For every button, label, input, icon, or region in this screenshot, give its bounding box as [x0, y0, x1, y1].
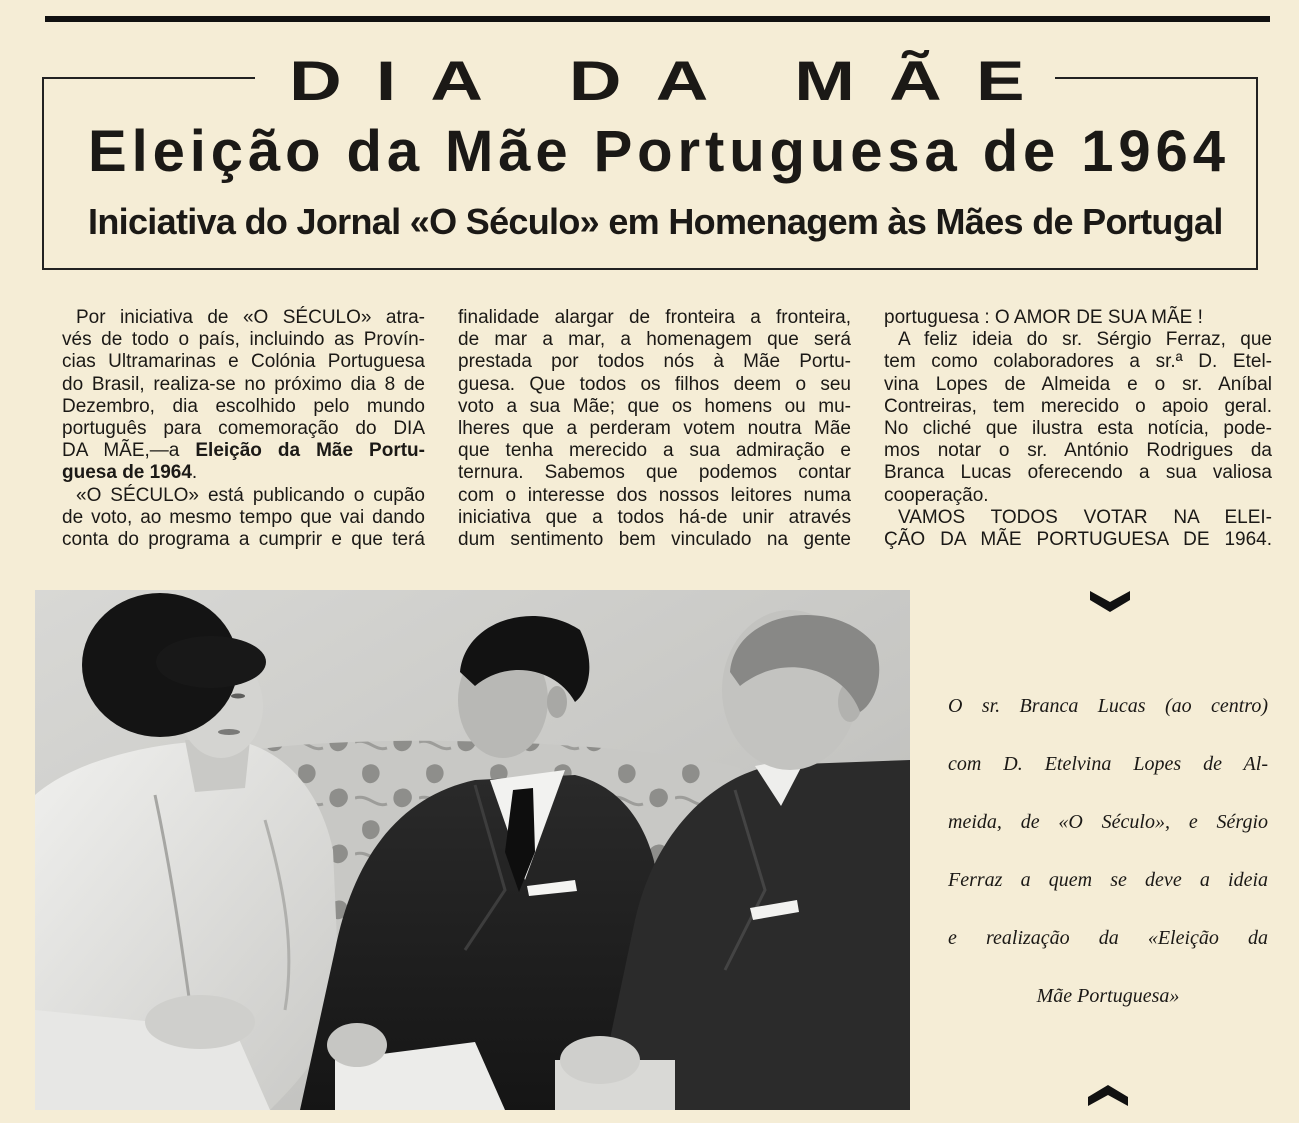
article-photo	[35, 590, 910, 1110]
text-line	[458, 329, 851, 351]
line-text: Dezembro, dia escolhido pelo mundo	[62, 395, 425, 417]
headline	[88, 119, 1230, 184]
text-line	[62, 507, 425, 529]
line-text: português para comemoração do DIA	[62, 417, 425, 439]
center-man-hand	[327, 1023, 387, 1067]
plain-text: DA MÃE,—a	[62, 440, 196, 462]
chevron-up-icon	[1088, 1084, 1128, 1108]
text-line	[458, 307, 851, 329]
right-man-hands	[560, 1036, 640, 1084]
caption-line	[948, 677, 1268, 735]
line-text: de mar a mar, a homenagem que será	[458, 329, 851, 351]
bold-text: guesa de 1964	[62, 462, 192, 484]
line-text: portuguesa : O AMOR DE SUA MÃE !	[884, 307, 1203, 328]
caption-text: com D. Etelvina Lopes de Al-	[948, 753, 1268, 775]
chevron-down-icon	[1090, 589, 1130, 613]
caption-line	[948, 909, 1268, 967]
line-text: Contreiras, tem merecido o apoio geral.	[884, 395, 1272, 417]
kicker-text: DIA DA MÃE	[289, 49, 1059, 112]
line-text: vina Lopes de Almeida e o sr. Aníbal	[884, 373, 1272, 395]
top-rule	[45, 16, 1270, 22]
text-line	[458, 396, 851, 418]
text-line	[884, 307, 1272, 329]
text-line	[884, 462, 1272, 484]
text-line	[62, 529, 425, 551]
text-line	[62, 374, 425, 396]
line-text: «O SÉCULO» está publicando o cupão	[76, 484, 425, 506]
text-line	[884, 329, 1272, 351]
line-text: A feliz ideia do sr. Sérgio Ferraz, que	[898, 329, 1272, 351]
caption-text: meida, de «O Século», e Sérgio	[948, 811, 1268, 833]
line-text: cooperação.	[884, 484, 989, 506]
kicker-title	[289, 49, 1059, 112]
line-text: de voto, ao mesmo tempo que vai dando	[62, 506, 425, 528]
line-text: dum sentimento bem vinculado na gente	[458, 528, 851, 550]
headline-text: Eleição da Mãe Portuguesa de 1964	[88, 119, 1230, 184]
article-column-3	[884, 307, 1272, 551]
text-line	[458, 374, 851, 396]
line-text: guesa. Que todos os filhos deem o seu	[458, 373, 851, 395]
text-line	[458, 529, 851, 551]
photo-caption	[948, 677, 1268, 1025]
caption-line	[948, 735, 1268, 793]
line-text: conta do programa a cumprir e que terá	[62, 528, 425, 550]
text-line	[62, 485, 425, 507]
text-line	[62, 329, 425, 351]
text-line	[884, 507, 1272, 529]
text-line	[884, 351, 1272, 373]
text-line	[458, 462, 851, 484]
line-text: voto a sua Mãe; que os homens ou mu-	[458, 395, 851, 417]
caption-text: Mãe Portuguesa»	[1036, 985, 1180, 1007]
subheadline	[88, 202, 1223, 242]
line-text: finalidade alargar de fronteira a fronteira,	[458, 307, 851, 328]
article-column-2	[458, 307, 851, 551]
text-line	[458, 507, 851, 529]
line-text: Branca Lucas oferecendo a sua valiosa	[884, 462, 1272, 484]
woman-hair-front	[156, 636, 266, 688]
line-text: No cliché que ilustra esta notícia, pode-	[884, 417, 1272, 439]
text-line	[62, 396, 425, 418]
line-text: iniciativa que a todos há-de unir através	[458, 506, 851, 528]
plain-text: .	[191, 462, 198, 484]
caption-line	[948, 967, 1268, 1025]
caption-text: O sr. Branca Lucas (ao centro)	[948, 695, 1268, 717]
text-line	[62, 462, 425, 484]
line-text: cias Ultramarinas e Colónia Portuguesa	[62, 351, 425, 373]
text-line	[62, 418, 425, 440]
chevron-up-shape	[1088, 1085, 1128, 1106]
line-text	[62, 462, 197, 484]
text-line	[62, 307, 425, 329]
center-man-ear	[547, 686, 567, 718]
line-text: lheres que a perderam votem noutra Mãe	[458, 417, 851, 439]
caption-text: e realização da «Eleição da	[948, 927, 1268, 949]
text-line	[62, 351, 425, 373]
line-text: Por iniciativa de «O SÉCULO» atra-	[76, 307, 425, 328]
line-text: ÇÃO DA MÃE PORTUGUESA DE 1964.	[884, 528, 1272, 550]
text-line	[884, 418, 1272, 440]
text-line	[458, 418, 851, 440]
line-text: tem como colaboradores a sr.ª D. Etel-	[884, 351, 1272, 373]
text-line	[62, 440, 425, 462]
line-text	[62, 440, 425, 462]
line-text: prestada por todos nós à Mãe Portu-	[458, 351, 851, 373]
text-line	[458, 485, 851, 507]
text-line	[884, 529, 1272, 551]
article-column-1	[62, 307, 425, 551]
caption-line	[948, 851, 1268, 909]
line-text: do Brasil, realiza-se no próximo dia 8 de	[62, 373, 425, 395]
line-text: mos notar o sr. António Rodrigues da	[884, 440, 1272, 462]
line-text: que tenha merecido a sua admiração e	[458, 440, 851, 462]
line-text: ternura. Sabemos que podemos contar	[458, 462, 851, 484]
headline-frame-top-right	[1055, 77, 1258, 79]
woman-mouth	[218, 729, 240, 735]
text-line	[884, 440, 1272, 462]
text-line	[884, 396, 1272, 418]
text-line	[458, 440, 851, 462]
woman-eye	[231, 694, 245, 699]
line-text: vés de todo o país, incluindo as Provín-	[62, 329, 425, 351]
bold-text: Eleição da Mãe Portu-	[195, 440, 425, 462]
caption-text: Ferraz a quem se deve a ideia	[948, 869, 1268, 891]
text-line	[884, 374, 1272, 396]
text-line	[458, 351, 851, 373]
chevron-down-shape	[1090, 591, 1130, 612]
text-line	[884, 485, 1272, 507]
line-text: VAMOS TODOS VOTAR NA ELEI-	[898, 506, 1272, 528]
subheadline-text: Iniciativa do Jornal «O Século» em Homenagem às Mães de Portugal	[88, 201, 1223, 242]
line-text: com o interesse dos nossos leitores numa	[458, 484, 851, 506]
caption-line	[948, 793, 1268, 851]
headline-frame-top-left	[42, 77, 255, 79]
woman-hands	[145, 995, 255, 1049]
